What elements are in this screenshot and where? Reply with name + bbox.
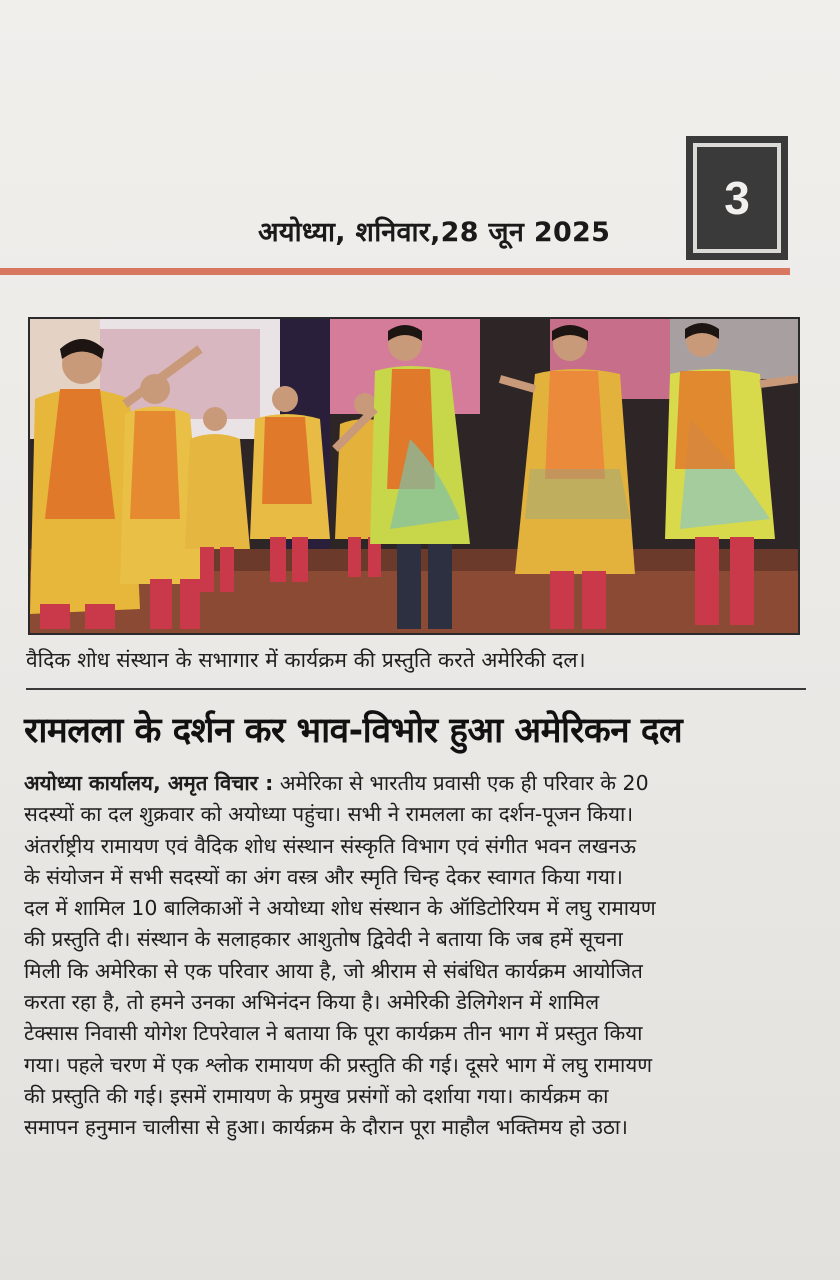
- article-line: गया। पहले चरण में एक श्लोक रामायण की प्रस्तुति की गई। दूसरे भाग में लघु रामायण: [24, 1052, 653, 1077]
- article-line: टेक्सास निवासी योगेश टिपरेवाल ने बताया कि पूरा कार्यक्रम तीन भाग में प्रस्तुत किया: [24, 1021, 643, 1046]
- caption-rule: [26, 688, 806, 690]
- photo-caption: वैदिक शोध संस्थान के सभागार में कार्यक्रम की प्रस्तुति करते अमेरिकी दल।: [26, 648, 586, 672]
- article-line: के संयोजन में सभी सदस्यों का अंग वस्त्र और स्मृति चिन्ह देकर स्वागत किया गया।: [24, 864, 623, 889]
- dateline: अयोध्या, शनिवार,28 जून 2025: [258, 217, 611, 248]
- article-line: सदस्यों का दल शुक्रवार को अयोध्या पहुंचा। सभी ने रामलला का दर्शन-पूजन किया।: [24, 802, 634, 827]
- header-rule: [0, 268, 790, 275]
- article-line: दल में शामिल 10 बालिकाओं ने अयोध्या शोध संस्थान के ऑडिटोरियम में लघु रामायण: [24, 896, 656, 921]
- page-number: 3: [724, 172, 750, 224]
- article-line-1: अयोध्या कार्यालय, अमृत विचार : अमेरिका से भारतीय प्रवासी एक ही परिवार के 20: [24, 771, 649, 795]
- article-line: समापन हनुमान चालीसा से हुआ। कार्यक्रम के दौरान पूरा माहौल भक्तिमय हो उठा।: [24, 1115, 628, 1140]
- article-body: [24, 768, 816, 1144]
- page-number-box: [686, 136, 788, 260]
- article-line: की प्रस्तुति दी। संस्थान के सलाहकार आशुतोष द्विवेदी ने बताया कि जब हमें सूचना: [24, 927, 623, 952]
- article-headline: रामलला के दर्शन कर भाव-विभोर हुआ अमेरिकन दल: [24, 711, 683, 751]
- news-photo: [28, 317, 800, 635]
- article-line: अंतर्राष्ट्रीय रामायण एवं वैदिक शोध संस्थान संस्कृति विभाग एवं संगीत भवन लखनऊ: [24, 833, 636, 858]
- article-byline: अयोध्या कार्यालय, अमृत विचार :: [24, 771, 274, 795]
- article-line: करता रहा है, तो हमने उनका अभिनंदन किया है। अमेरिकी डेलिगेशन में शामिल: [24, 990, 600, 1015]
- article-line: की प्रस्तुति की गई। इसमें रामायण के प्रमुख प्रसंगों को दर्शाया गया। कार्यक्रम का: [24, 1083, 609, 1108]
- article-line: मिली कि अमेरिका से एक परिवार आया है, जो श्रीराम से संबंधित कार्यक्रम आयोजित: [24, 958, 643, 983]
- dance-performance-illustration: [30, 319, 798, 633]
